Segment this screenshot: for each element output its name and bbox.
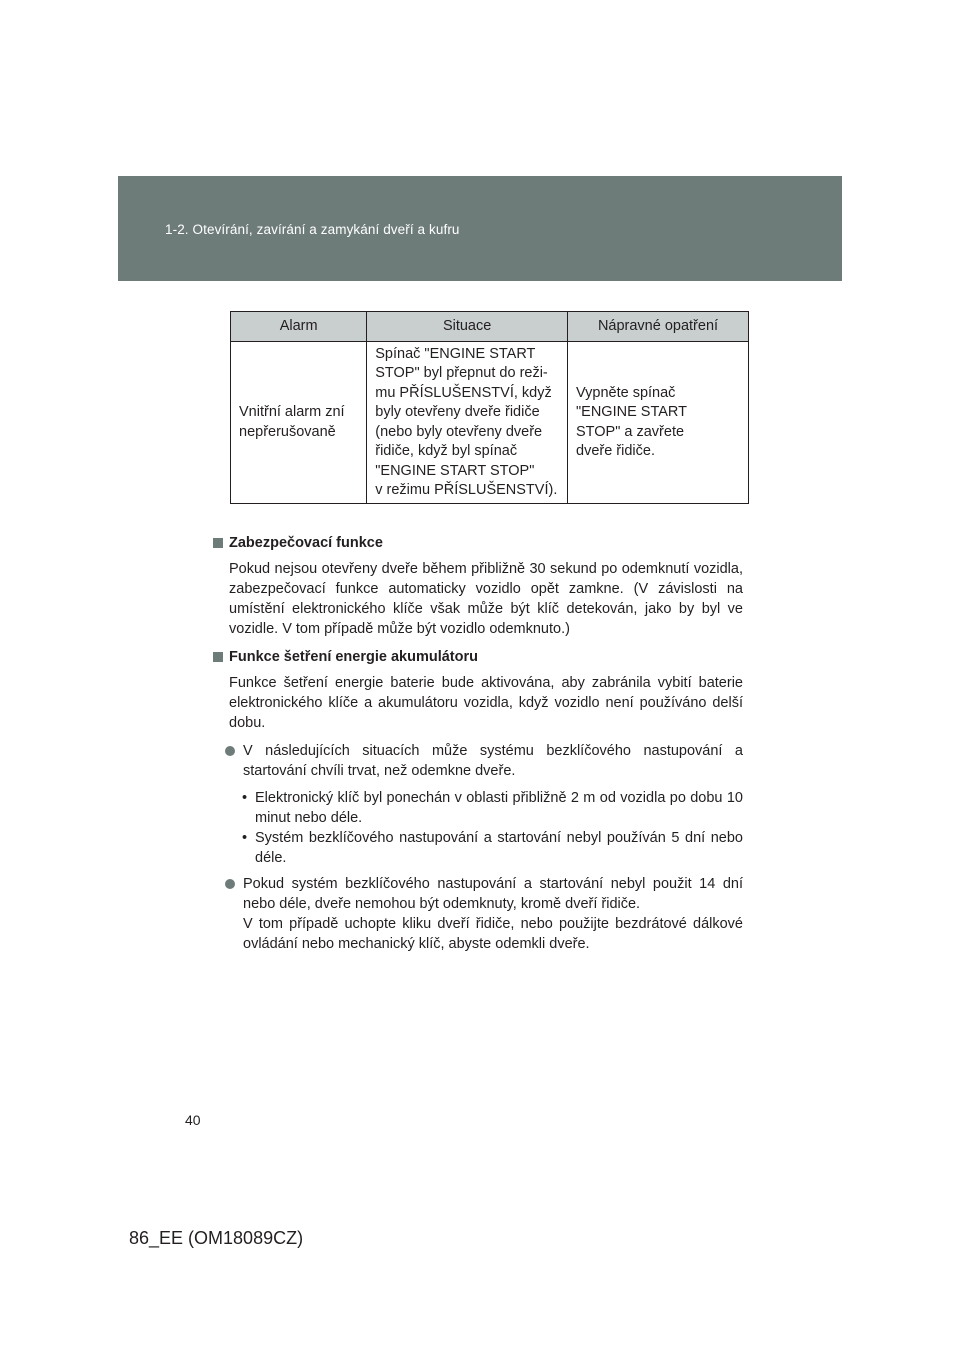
cell-line: Spínač "ENGINE START <box>375 345 536 362</box>
main-content <box>213 533 743 961</box>
section-heading-security: Zabezpečovací funkce <box>213 533 743 553</box>
breadcrumb: 1-2. Otevírání, zavírání a zamykání dveří a kufru <box>165 222 460 237</box>
square-bullet-icon <box>213 652 223 662</box>
cell-line: STOP" byl přepnut do reži- <box>375 365 548 381</box>
circle-bullet-icon <box>225 879 235 889</box>
alarm-table <box>230 311 749 504</box>
table-header-situation: Situace <box>367 312 568 342</box>
list-item: V následujících situacích může systému bezklíčového nastupování a startování chvíli trvat, než odemkne dveře. <box>213 741 743 781</box>
cell-action <box>568 342 749 504</box>
cell-line: Vnitřní alarm zní <box>239 404 345 420</box>
cell-line: dveře řidiče. <box>576 443 655 459</box>
cell-line: "ENGINE START <box>576 404 687 420</box>
list-item: Pokud systém bezklíčového nastupování a startování nebyl použit 14 dní nebo déle, dveře nemohou být odemknuty, kromě dveří řidiče. V tom případě uchopte kliku dveří řidiče, nebo použijte bezdrátové dálkové ovládání nebo mechanický klíč, abyste odemkli dveře. <box>213 874 743 954</box>
cell-line: "ENGINE START STOP" <box>375 462 535 479</box>
cell-line: Vypněte spínač <box>576 384 676 401</box>
table-header-action: Nápravné opatření <box>568 312 749 342</box>
cell-line: nepřerušovaně <box>239 423 336 440</box>
sub-list-item: • Systém bezklíčového nastupování a startování nebyl používán 5 dní nebo déle. <box>242 830 743 866</box>
battery-paragraph: Funkce šetření energie baterie bude aktivována, aby zabránila vybití baterie elektronického klíče a akumulátoru vozidla, když vozidlo není používáno delší dobu. <box>229 675 743 731</box>
square-bullet-icon <box>213 538 223 548</box>
cell-situation <box>367 342 568 504</box>
bullet-icon: • <box>242 830 248 846</box>
page-number: 40 <box>185 1112 201 1128</box>
cell-line: řidiče, když byl spínač <box>375 443 518 459</box>
bullet-icon: • <box>242 790 248 806</box>
table-header-row <box>231 312 749 342</box>
chapter-header-band <box>118 176 842 281</box>
cell-line: v režimu PŘÍSLUŠENSTVÍ). <box>375 482 558 498</box>
circle-bullet-icon <box>225 746 235 756</box>
cell-line: byly otevřeny dveře řidiče <box>375 404 540 420</box>
sub-list-item: • Elektronický klíč byl ponechán v oblasti přibližně 2 m od vozidla po dobu 10 minut nebo déle. <box>242 790 743 826</box>
section-heading-battery: Funkce šetření energie akumulátoru <box>213 647 743 667</box>
table-header-alarm: Alarm <box>231 312 367 342</box>
sub-list <box>213 788 743 868</box>
cell-line: STOP" a zavřete <box>576 423 685 440</box>
cell-line: mu PŘÍSLUŠENSTVÍ, když <box>375 384 552 401</box>
cell-alarm <box>231 342 367 504</box>
document-code: 86_EE (OM18089CZ) <box>129 1228 304 1248</box>
cell-line: (nebo byly otevřeny dveře <box>375 423 543 440</box>
security-paragraph: Pokud nejsou otevřeny dveře během přibližně 30 sekund po odemknutí vozidla, zabezpečovací funkce automaticky vozidlo opět zamkne. (V závislosti na umístění elektronického klíče však může být klíč detekován, jako by byl ve vozidle. V tom případě může být vozidlo odemknuto.) <box>229 561 743 637</box>
table-row <box>231 342 749 504</box>
